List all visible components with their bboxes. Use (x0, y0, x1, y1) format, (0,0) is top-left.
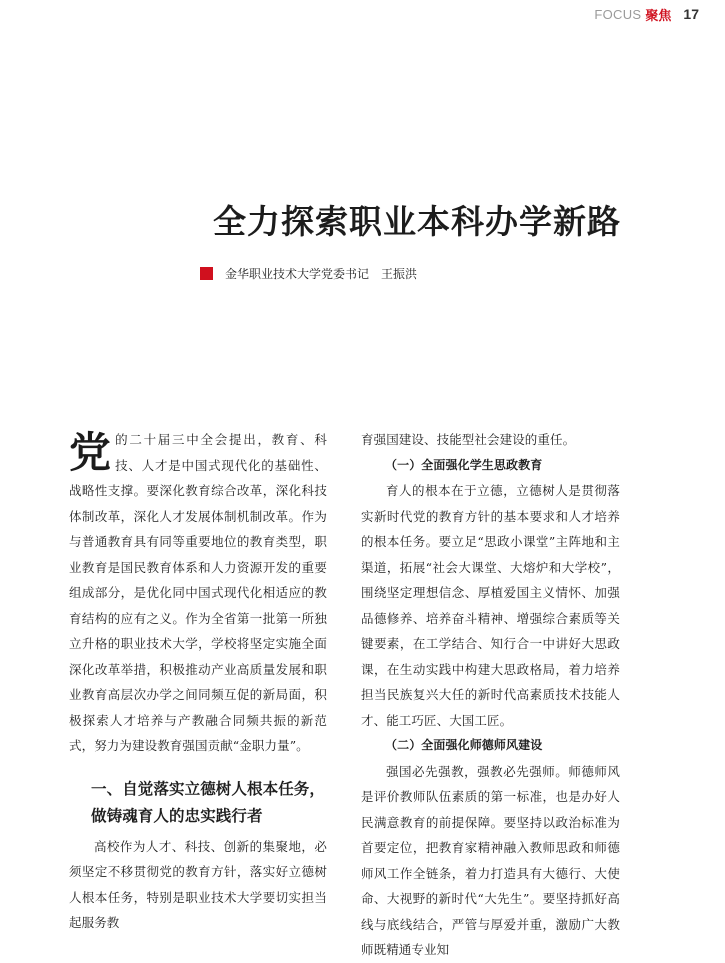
intro-paragraph (69, 427, 327, 759)
subsection-2-paragraph: 强国必先强教，强教必先强师。师德师风是评价教师队伍素质的第一标准，也是办好人民满意教育的前提保障。要坚持以政治标准为首要定位，把教育家精神融入教师思政和师德师风工作全链条，着力打造具有大德行、大使命、大视野的新时代“大先生”。要坚持抓好高线与底线结合，严管与厚爱并重，激励广大教师既精通专业知 (361, 763, 620, 957)
page-number: 17 (683, 6, 699, 22)
subheading-2: （二）全面强化师德师风建设 (385, 738, 543, 752)
byline (200, 265, 417, 282)
byline-author: 金华职业技术大学党委书记 王振洪 (225, 267, 418, 281)
subheading-1: （一）全面强化学生思政教育 (385, 457, 543, 472)
article-title: 全力探索职业本科办学新路 (213, 202, 621, 241)
byline-red-square-icon (200, 267, 213, 280)
section-heading-1: 一、自觉落实立德树人根本任务，做铸魂育人的忠实践行者 (91, 779, 326, 825)
header-section-label: 聚焦 (645, 8, 672, 24)
section-1-paragraph: 高校作为人才、科技、创新的集聚地，必须坚定不移贯彻党的教育方针，落实好立德树人根本任务，特别是职业技术大学要切实担当起服务教 (69, 838, 327, 930)
right-column (361, 427, 620, 963)
header-focus-label: FOCUS (594, 6, 642, 22)
continuation-paragraph: 育强国建设、技能型社会建设的重任。 (361, 432, 576, 447)
left-column (69, 427, 327, 936)
page-header (594, 4, 699, 24)
intro-text: 的二十届三中全会提出，教育、科技、人才是中国式现代化的基础性、战略性支撑。要深化教育综合改革，深化科技体制改革，深化人才发展体制机制改革。作为与普通教育具有同等重要地位的教育类型，职业教育是国民教育体系和人力资源开发的重要组成部分，是优化同中国式现代化相适应的教育结构的应有之义。作为全省第一批第一所独立升格的职业技术大学，学校将坚定实施全面深化改革举措，积极推动产业高质量发展和职业教育高层次办学之间同频互促的新局面，积极探索人才培养与产教融合同频共振的新范式，努力为建设教育强国贡献“金职力量”。 (69, 432, 327, 753)
dropcap: 党 (69, 428, 112, 477)
subsection-1-paragraph: 育人的根本在于立德，立德树人是贯彻落实新时代党的教育方针的基本要求和人才培养的根本任务。要立足“思政小课堂”主阵地和主渠道，拓展“社会大课堂、大熔炉和大学校”，围绕坚定理想信念、厚植爱国主义情怀、加强品德修养、培养奋斗精神、增强综合素质等关键要素，在工学结合、知行合一中讲好大思政课，在生动实践中构建大思政格局，着力培养担当民族复兴大任的新时代高素质技术技能人才、能工巧匠、大国工匠。 (361, 483, 620, 728)
